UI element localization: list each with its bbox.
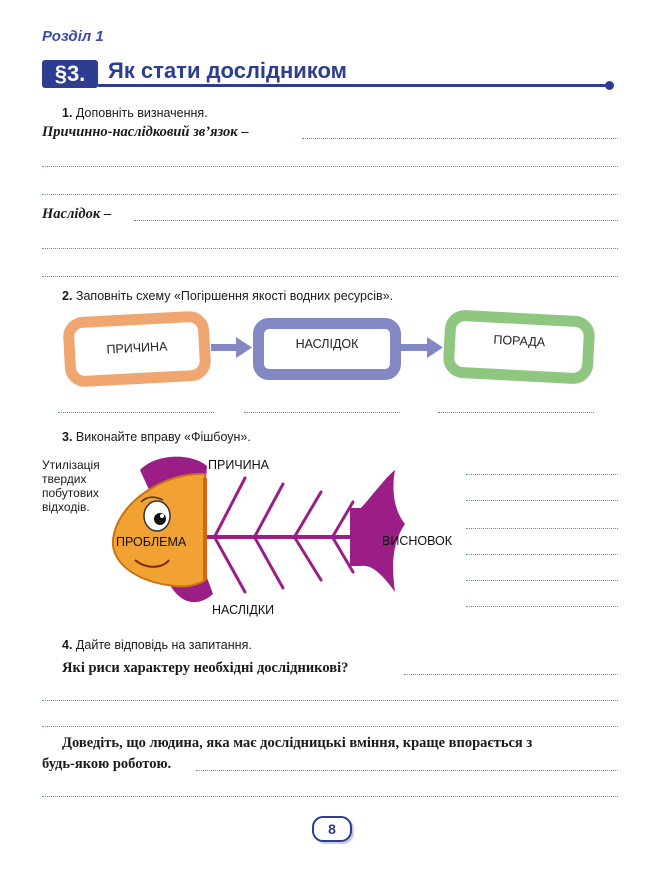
scheme-box-cause-label: ПРИЧИНА — [106, 339, 168, 357]
fishbone-answer-line[interactable] — [466, 528, 618, 529]
question-1: Які риси характеру необхідні дослідникові? — [62, 660, 349, 676]
paragraph-badge: §3. — [42, 60, 98, 88]
page-title: Як стати дослідником — [108, 58, 347, 83]
scheme-box-effect-label: НАСЛІДОК — [295, 337, 359, 351]
task-3-heading — [62, 430, 251, 444]
section-label: Розділ 1 — [42, 28, 104, 45]
term-cause-effect: Причинно-наслідковий зв’язок — [42, 124, 238, 140]
fishbone-answer-line[interactable] — [466, 500, 618, 501]
fishbone-label-problem: ПРОБЛЕМА — [116, 535, 187, 549]
scheme-answer-effect[interactable] — [244, 412, 400, 413]
task-1-text: Доповніть визначення. — [75, 106, 208, 120]
arrow-icon — [211, 337, 252, 358]
fishbone-label-conclusion: ВИСНОВОК — [382, 534, 453, 548]
answer-line-q1[interactable] — [404, 674, 618, 675]
answer-line-q1[interactable] — [42, 726, 618, 727]
task-4-number: 4. — [62, 638, 73, 652]
fishbone-answer-line[interactable] — [466, 474, 618, 475]
question-2-line-1: Доведіть, що людина, яка має дослідницькі вміння, краще впорається з — [62, 735, 533, 751]
question-2-line-2: будь-якою роботою. — [42, 756, 172, 772]
arrow-icon — [401, 337, 443, 358]
page-number: 8 — [312, 816, 352, 842]
fishbone-label-cause: ПРИЧИНА — [208, 458, 269, 472]
fish-tail-icon — [350, 470, 405, 592]
task-2-number: 2. — [62, 289, 73, 303]
answer-line-q1[interactable] — [42, 700, 618, 701]
task-3-number: 3. — [62, 430, 73, 444]
task-2-text: Заповніть схему «Погіршення якості водних ресурсів». — [75, 289, 394, 303]
task-1-number: 1. — [62, 106, 73, 120]
fishbone-answer-line[interactable] — [466, 606, 618, 607]
scheme-answer-cause[interactable] — [58, 412, 214, 413]
answer-line-q2[interactable] — [196, 770, 618, 771]
task-4-text: Дайте відповідь на запитання. — [75, 638, 252, 652]
scheme-answer-advice[interactable] — [438, 412, 594, 413]
term-consequence: Наслідок — [42, 206, 101, 222]
answer-line-q2[interactable] — [42, 796, 618, 797]
task-4-heading — [62, 638, 252, 652]
task-3-text: Виконайте вправу «Фішбоун». — [75, 430, 251, 444]
fishbone-problem-note: Утилізація твердих побутових відходів. — [42, 458, 100, 514]
dash: – — [241, 124, 249, 140]
scheme-box-advice-label: ПОРАДА — [493, 332, 546, 350]
fish-illustration — [95, 452, 465, 612]
dash: – — [103, 206, 112, 222]
fishbone-label-consequences: НАСЛІДКИ — [212, 603, 275, 617]
fishbone-answer-line[interactable] — [466, 554, 618, 555]
fishbone-answer-line[interactable] — [466, 580, 618, 581]
